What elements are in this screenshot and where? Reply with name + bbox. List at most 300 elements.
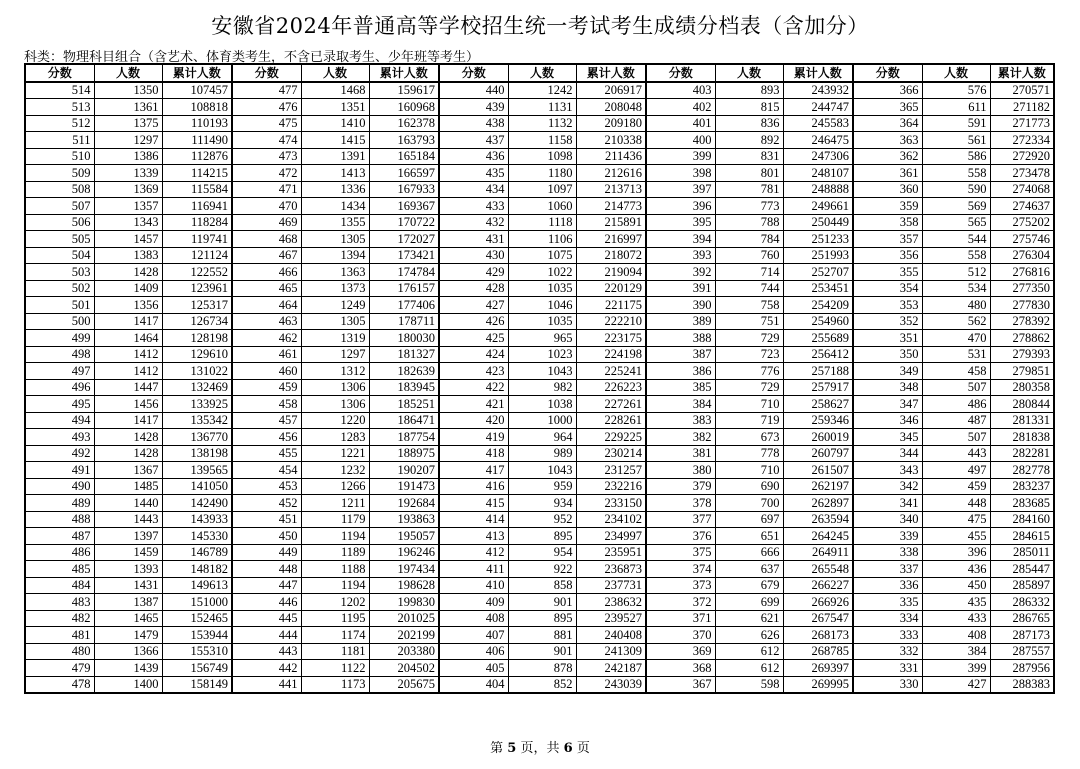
table-cell: 272334 xyxy=(990,132,1054,149)
table-cell: 1485 xyxy=(94,478,162,495)
table-cell: 284615 xyxy=(990,528,1054,545)
table-cell: 476 xyxy=(232,99,301,116)
table-cell: 901 xyxy=(508,594,576,611)
table-cell: 244747 xyxy=(783,99,853,116)
table-cell: 479 xyxy=(25,660,94,677)
column-header: 累计人数 xyxy=(576,64,646,82)
table-cell: 1283 xyxy=(301,429,369,446)
table-cell: 414 xyxy=(439,511,508,528)
table-cell: 1158 xyxy=(508,132,576,149)
table-cell: 129610 xyxy=(162,346,232,363)
table-row xyxy=(25,231,1054,248)
table-cell: 1179 xyxy=(301,511,369,528)
table-cell: 1350 xyxy=(94,82,162,99)
table-cell: 1188 xyxy=(301,561,369,578)
table-cell: 270571 xyxy=(990,82,1054,99)
table-cell: 266926 xyxy=(783,594,853,611)
table-cell: 243932 xyxy=(783,82,853,99)
table-row xyxy=(25,379,1054,396)
table-cell: 190207 xyxy=(369,462,439,479)
table-cell: 723 xyxy=(715,346,783,363)
table-cell: 139565 xyxy=(162,462,232,479)
footer-total-pages: 6 xyxy=(563,741,573,756)
table-cell: 483 xyxy=(25,594,94,611)
table-cell: 1297 xyxy=(301,346,369,363)
table-cell: 428 xyxy=(439,280,508,297)
table-row xyxy=(25,528,1054,545)
table-cell: 287173 xyxy=(990,627,1054,644)
table-cell: 507 xyxy=(922,429,990,446)
table-cell: 1366 xyxy=(94,643,162,660)
column-header: 累计人数 xyxy=(162,64,232,82)
table-cell: 1319 xyxy=(301,330,369,347)
table-cell: 1305 xyxy=(301,231,369,248)
table-cell: 487 xyxy=(25,528,94,545)
table-cell: 1060 xyxy=(508,198,576,215)
table-cell: 831 xyxy=(715,148,783,165)
table-row xyxy=(25,346,1054,363)
table-cell: 1391 xyxy=(301,148,369,165)
table-cell: 344 xyxy=(853,445,922,462)
table-cell: 159617 xyxy=(369,82,439,99)
table-cell: 390 xyxy=(646,297,715,314)
table-cell: 500 xyxy=(25,313,94,330)
table-cell: 1387 xyxy=(94,594,162,611)
table-cell: 673 xyxy=(715,429,783,446)
table-row xyxy=(25,561,1054,578)
table-cell: 1447 xyxy=(94,379,162,396)
table-cell: 398 xyxy=(646,165,715,182)
table-cell: 427 xyxy=(439,297,508,314)
table-cell: 512 xyxy=(922,264,990,281)
table-cell: 269397 xyxy=(783,660,853,677)
table-cell: 123961 xyxy=(162,280,232,297)
table-cell: 145330 xyxy=(162,528,232,545)
table-cell: 952 xyxy=(508,511,576,528)
table-cell: 612 xyxy=(715,660,783,677)
table-cell: 744 xyxy=(715,280,783,297)
table-cell: 562 xyxy=(922,313,990,330)
table-cell: 801 xyxy=(715,165,783,182)
table-cell: 254960 xyxy=(783,313,853,330)
table-cell: 108818 xyxy=(162,99,232,116)
table-cell: 110193 xyxy=(162,115,232,132)
table-cell: 369 xyxy=(646,643,715,660)
table-cell: 365 xyxy=(853,99,922,116)
column-header: 分数 xyxy=(25,64,94,82)
table-cell: 1339 xyxy=(94,165,162,182)
table-cell: 1189 xyxy=(301,544,369,561)
table-cell: 1043 xyxy=(508,462,576,479)
table-cell: 878 xyxy=(508,660,576,677)
table-cell: 408 xyxy=(922,627,990,644)
table-cell: 450 xyxy=(232,528,301,545)
table-cell: 439 xyxy=(439,99,508,116)
table-cell: 419 xyxy=(439,429,508,446)
table-cell: 1369 xyxy=(94,181,162,198)
column-header: 人数 xyxy=(94,64,162,82)
table-cell: 342 xyxy=(853,478,922,495)
table-cell: 565 xyxy=(922,214,990,231)
table-cell: 1394 xyxy=(301,247,369,264)
table-cell: 241309 xyxy=(576,643,646,660)
table-cell: 1428 xyxy=(94,429,162,446)
table-cell: 281838 xyxy=(990,429,1054,446)
table-cell: 107457 xyxy=(162,82,232,99)
table-cell: 576 xyxy=(922,82,990,99)
table-row xyxy=(25,313,1054,330)
table-cell: 490 xyxy=(25,478,94,495)
table-cell: 264245 xyxy=(783,528,853,545)
table-cell: 506 xyxy=(25,214,94,231)
table-cell: 1220 xyxy=(301,412,369,429)
table-cell: 441 xyxy=(232,676,301,693)
table-cell: 330 xyxy=(853,676,922,693)
table-cell: 964 xyxy=(508,429,576,446)
column-header: 人数 xyxy=(922,64,990,82)
table-cell: 475 xyxy=(232,115,301,132)
table-row xyxy=(25,148,1054,165)
table-cell: 138198 xyxy=(162,445,232,462)
table-cell: 267547 xyxy=(783,610,853,627)
table-cell: 1397 xyxy=(94,528,162,545)
column-header: 分数 xyxy=(646,64,715,82)
table-cell: 285897 xyxy=(990,577,1054,594)
table-cell: 504 xyxy=(25,247,94,264)
table-cell: 273478 xyxy=(990,165,1054,182)
table-cell: 236873 xyxy=(576,561,646,578)
table-cell: 429 xyxy=(439,264,508,281)
table-cell: 427 xyxy=(922,676,990,693)
table-cell: 389 xyxy=(646,313,715,330)
table-cell: 1400 xyxy=(94,676,162,693)
table-cell: 357 xyxy=(853,231,922,248)
table-cell: 115584 xyxy=(162,181,232,198)
table-row xyxy=(25,610,1054,627)
table-cell: 499 xyxy=(25,330,94,347)
table-cell: 340 xyxy=(853,511,922,528)
column-header: 累计人数 xyxy=(990,64,1054,82)
table-cell: 1043 xyxy=(508,363,576,380)
table-cell: 773 xyxy=(715,198,783,215)
table-cell: 243039 xyxy=(576,676,646,693)
table-cell: 590 xyxy=(922,181,990,198)
table-cell: 232216 xyxy=(576,478,646,495)
table-cell: 391 xyxy=(646,280,715,297)
table-cell: 279851 xyxy=(990,363,1054,380)
table-cell: 1180 xyxy=(508,165,576,182)
table-cell: 285447 xyxy=(990,561,1054,578)
table-cell: 339 xyxy=(853,528,922,545)
table-cell: 611 xyxy=(922,99,990,116)
table-cell: 586 xyxy=(922,148,990,165)
table-cell: 392 xyxy=(646,264,715,281)
table-cell: 276816 xyxy=(990,264,1054,281)
table-cell: 1173 xyxy=(301,676,369,693)
table-cell: 433 xyxy=(922,610,990,627)
table-cell: 836 xyxy=(715,115,783,132)
table-cell: 561 xyxy=(922,132,990,149)
table-body xyxy=(25,82,1054,694)
table-cell: 407 xyxy=(439,627,508,644)
table-cell: 119741 xyxy=(162,231,232,248)
table-row xyxy=(25,214,1054,231)
table-cell: 430 xyxy=(439,247,508,264)
table-cell: 271773 xyxy=(990,115,1054,132)
table-cell: 358 xyxy=(853,214,922,231)
table-cell: 149613 xyxy=(162,577,232,594)
table-cell: 257188 xyxy=(783,363,853,380)
table-cell: 492 xyxy=(25,445,94,462)
page-title: 安徽省2024年普通高等学校招生统一考试考生成绩分档表（含加分） xyxy=(211,14,869,38)
table-cell: 371 xyxy=(646,610,715,627)
table-cell: 349 xyxy=(853,363,922,380)
table-cell: 495 xyxy=(25,396,94,413)
table-cell: 852 xyxy=(508,676,576,693)
table-cell: 1221 xyxy=(301,445,369,462)
table-cell: 443 xyxy=(922,445,990,462)
table-cell: 345 xyxy=(853,429,922,446)
table-cell: 148182 xyxy=(162,561,232,578)
table-cell: 466 xyxy=(232,264,301,281)
table-cell: 400 xyxy=(646,132,715,149)
table-cell: 454 xyxy=(232,462,301,479)
table-cell: 235951 xyxy=(576,544,646,561)
table-cell: 213713 xyxy=(576,181,646,198)
table-cell: 1468 xyxy=(301,82,369,99)
table-cell: 1409 xyxy=(94,280,162,297)
table-cell: 1386 xyxy=(94,148,162,165)
table-cell: 1415 xyxy=(301,132,369,149)
table-cell: 498 xyxy=(25,346,94,363)
table-cell: 1038 xyxy=(508,396,576,413)
table-cell: 211436 xyxy=(576,148,646,165)
table-cell: 156749 xyxy=(162,660,232,677)
table-cell: 182639 xyxy=(369,363,439,380)
table-cell: 1357 xyxy=(94,198,162,215)
table-cell: 788 xyxy=(715,214,783,231)
table-cell: 895 xyxy=(508,610,576,627)
table-cell: 1443 xyxy=(94,511,162,528)
table-cell: 1479 xyxy=(94,627,162,644)
table-cell: 459 xyxy=(922,478,990,495)
table-row xyxy=(25,198,1054,215)
table-cell: 403 xyxy=(646,82,715,99)
table-cell: 690 xyxy=(715,478,783,495)
table-cell: 283685 xyxy=(990,495,1054,512)
table-cell: 1195 xyxy=(301,610,369,627)
table-cell: 155310 xyxy=(162,643,232,660)
table-cell: 901 xyxy=(508,643,576,660)
table-cell: 729 xyxy=(715,379,783,396)
table-cell: 224198 xyxy=(576,346,646,363)
table-cell: 347 xyxy=(853,396,922,413)
table-cell: 710 xyxy=(715,462,783,479)
table-cell: 420 xyxy=(439,412,508,429)
table-row xyxy=(25,99,1054,116)
table-cell: 493 xyxy=(25,429,94,446)
table-cell: 188975 xyxy=(369,445,439,462)
table-cell: 1355 xyxy=(301,214,369,231)
table-cell: 514 xyxy=(25,82,94,99)
table-cell: 239527 xyxy=(576,610,646,627)
table-cell: 569 xyxy=(922,198,990,215)
table-cell: 382 xyxy=(646,429,715,446)
table-cell: 275746 xyxy=(990,231,1054,248)
table-cell: 204502 xyxy=(369,660,439,677)
table-cell: 165184 xyxy=(369,148,439,165)
table-cell: 651 xyxy=(715,528,783,545)
table-cell: 220129 xyxy=(576,280,646,297)
table-cell: 125317 xyxy=(162,297,232,314)
table-cell: 513 xyxy=(25,99,94,116)
table-cell: 181327 xyxy=(369,346,439,363)
table-cell: 178711 xyxy=(369,313,439,330)
table-cell: 471 xyxy=(232,181,301,198)
table-cell: 503 xyxy=(25,264,94,281)
table-cell: 393 xyxy=(646,247,715,264)
table-cell: 626 xyxy=(715,627,783,644)
table-cell: 1439 xyxy=(94,660,162,677)
table-cell: 230214 xyxy=(576,445,646,462)
column-header: 分数 xyxy=(232,64,301,82)
table-cell: 284160 xyxy=(990,511,1054,528)
table-cell: 374 xyxy=(646,561,715,578)
table-cell: 1211 xyxy=(301,495,369,512)
table-cell: 238632 xyxy=(576,594,646,611)
table-cell: 264911 xyxy=(783,544,853,561)
table-cell: 482 xyxy=(25,610,94,627)
table-cell: 1232 xyxy=(301,462,369,479)
table-cell: 458 xyxy=(922,363,990,380)
table-cell: 372 xyxy=(646,594,715,611)
table-row xyxy=(25,165,1054,182)
table-row xyxy=(25,181,1054,198)
table-cell: 180030 xyxy=(369,330,439,347)
table-cell: 465 xyxy=(232,280,301,297)
table-cell: 353 xyxy=(853,297,922,314)
table-cell: 399 xyxy=(646,148,715,165)
table-cell: 1174 xyxy=(301,627,369,644)
table-cell: 416 xyxy=(439,478,508,495)
table-cell: 352 xyxy=(853,313,922,330)
table-cell: 193863 xyxy=(369,511,439,528)
table-cell: 472 xyxy=(232,165,301,182)
table-row xyxy=(25,412,1054,429)
table-cell: 1306 xyxy=(301,379,369,396)
table-cell: 1098 xyxy=(508,148,576,165)
table-cell: 132469 xyxy=(162,379,232,396)
table-cell: 697 xyxy=(715,511,783,528)
table-row xyxy=(25,429,1054,446)
table-cell: 450 xyxy=(922,577,990,594)
table-cell: 266227 xyxy=(783,577,853,594)
table-cell: 195057 xyxy=(369,528,439,545)
table-cell: 247306 xyxy=(783,148,853,165)
table-row xyxy=(25,478,1054,495)
table-cell: 1046 xyxy=(508,297,576,314)
table-cell: 989 xyxy=(508,445,576,462)
table-cell: 496 xyxy=(25,379,94,396)
table-cell: 229225 xyxy=(576,429,646,446)
table-cell: 448 xyxy=(922,495,990,512)
table-cell: 360 xyxy=(853,181,922,198)
table-cell: 160968 xyxy=(369,99,439,116)
table-cell: 1194 xyxy=(301,528,369,545)
table-cell: 380 xyxy=(646,462,715,479)
table-cell: 262197 xyxy=(783,478,853,495)
table-cell: 281331 xyxy=(990,412,1054,429)
table-cell: 258627 xyxy=(783,396,853,413)
table-cell: 443 xyxy=(232,643,301,660)
table-cell: 256412 xyxy=(783,346,853,363)
table-cell: 158149 xyxy=(162,676,232,693)
table-cell: 505 xyxy=(25,231,94,248)
table-row xyxy=(25,264,1054,281)
table-cell: 364 xyxy=(853,115,922,132)
table-cell: 425 xyxy=(439,330,508,347)
table-cell: 438 xyxy=(439,115,508,132)
table-cell: 421 xyxy=(439,396,508,413)
table-cell: 1297 xyxy=(94,132,162,149)
table-cell: 491 xyxy=(25,462,94,479)
table-cell: 470 xyxy=(922,330,990,347)
table-cell: 116941 xyxy=(162,198,232,215)
table-cell: 1336 xyxy=(301,181,369,198)
table-cell: 1131 xyxy=(508,99,576,116)
table-cell: 433 xyxy=(439,198,508,215)
table-cell: 262897 xyxy=(783,495,853,512)
table-cell: 240408 xyxy=(576,627,646,644)
table-cell: 1412 xyxy=(94,363,162,380)
table-row xyxy=(25,297,1054,314)
table-row xyxy=(25,544,1054,561)
table-cell: 488 xyxy=(25,511,94,528)
table-cell: 486 xyxy=(25,544,94,561)
table-cell: 449 xyxy=(232,544,301,561)
table-cell: 1118 xyxy=(508,214,576,231)
table-cell: 228261 xyxy=(576,412,646,429)
table-cell: 507 xyxy=(922,379,990,396)
table-cell: 288383 xyxy=(990,676,1054,693)
table-cell: 287557 xyxy=(990,643,1054,660)
table-cell: 396 xyxy=(922,544,990,561)
column-header: 人数 xyxy=(715,64,783,82)
table-cell: 218072 xyxy=(576,247,646,264)
table-cell: 338 xyxy=(853,544,922,561)
table-cell: 501 xyxy=(25,297,94,314)
table-cell: 373 xyxy=(646,577,715,594)
table-cell: 386 xyxy=(646,363,715,380)
table-cell: 485 xyxy=(25,561,94,578)
table-cell: 271182 xyxy=(990,99,1054,116)
table-cell: 279393 xyxy=(990,346,1054,363)
table-cell: 198628 xyxy=(369,577,439,594)
table-cell: 558 xyxy=(922,165,990,182)
table-cell: 377 xyxy=(646,511,715,528)
table-cell: 356 xyxy=(853,247,922,264)
table-cell: 376 xyxy=(646,528,715,545)
table-cell: 186471 xyxy=(369,412,439,429)
table-row xyxy=(25,115,1054,132)
table-row xyxy=(25,495,1054,512)
table-cell: 666 xyxy=(715,544,783,561)
table-cell: 1351 xyxy=(301,99,369,116)
table-cell: 260797 xyxy=(783,445,853,462)
footer-page-number: 5 xyxy=(507,741,517,756)
table-cell: 233150 xyxy=(576,495,646,512)
table-cell: 202199 xyxy=(369,627,439,644)
